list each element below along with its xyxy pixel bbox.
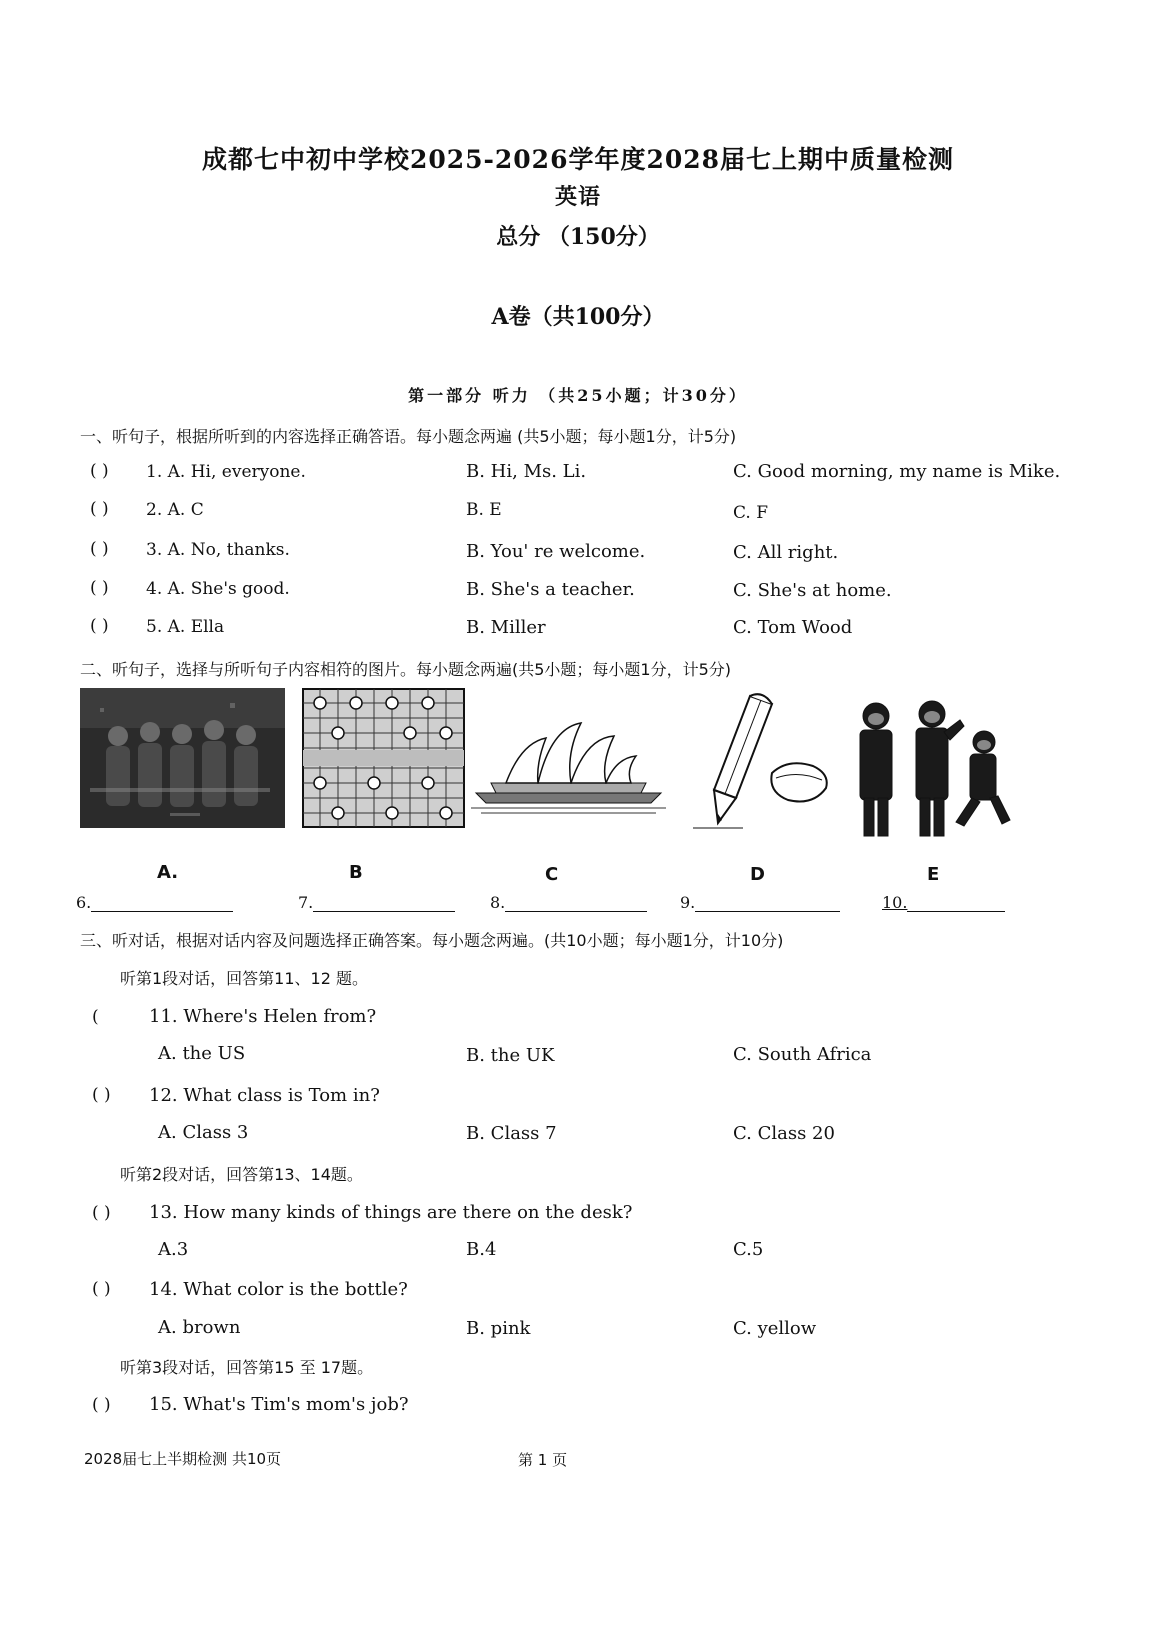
section1-title: 一、听句子，根据所听到的内容选择正确答语。每小题念两遍 (共5小题；每小题1分，计5分)	[80, 427, 737, 446]
question-14: 14. What color is the bottle?	[149, 1279, 408, 1300]
dialog2-instruction: 听第2段对话，回答第13、14题。	[120, 1165, 363, 1184]
option-a: A. brown	[158, 1317, 241, 1338]
option-c: C. Tom Wood	[733, 617, 853, 638]
question-4: 4. A. She's good.	[146, 579, 290, 599]
opera-house-image	[466, 708, 671, 818]
option-b: B. the UK	[466, 1045, 555, 1066]
answer-paren[interactable]: ( )	[90, 461, 109, 481]
answer-paren[interactable]: ( )	[90, 499, 109, 519]
option-b: B. She's a teacher.	[466, 579, 635, 600]
answer-blank-8[interactable]: 8.	[490, 893, 647, 912]
option-c: C. South Africa	[733, 1044, 872, 1065]
answer-paren[interactable]: ( )	[92, 1085, 111, 1105]
option-c: C. All right.	[733, 542, 839, 563]
answer-blank-6[interactable]: 6.	[76, 893, 233, 912]
dialog1-instruction: 听第1段对话，回答第11、12 题。	[120, 969, 368, 988]
paper-a-heading: A卷（共100分）	[491, 304, 665, 330]
option-b: B. pink	[466, 1318, 531, 1339]
answer-blank-10[interactable]: 10.	[882, 893, 1005, 912]
option-c: C. She's at home.	[733, 580, 892, 601]
question-3: 3. A. No, thanks.	[146, 540, 290, 560]
picture-label-b: B	[349, 862, 363, 883]
question-11: 11. Where's Helen from?	[149, 1006, 377, 1027]
option-b: B. E	[466, 500, 502, 520]
footer-exam-info: 2028届七上半期检测 共10页	[84, 1450, 282, 1468]
question-5: 5. A. Ella	[146, 617, 225, 637]
answer-paren[interactable]: ( )	[90, 539, 109, 559]
section3-title: 三、听对话，根据对话内容及问题选择正确答案。每小题念两遍。(共10小题；每小题1分，计10分)	[80, 931, 784, 950]
option-c: C.5	[733, 1239, 764, 1260]
option-b: B. Hi, Ms. Li.	[466, 461, 587, 482]
option-b: B. You' re welcome.	[466, 541, 646, 562]
chess-board-image	[302, 688, 465, 828]
part1-heading: 第一部分 听力 （共25小题；计30分）	[408, 386, 748, 405]
group-photo-image	[80, 688, 285, 828]
option-c: C. F	[733, 503, 769, 523]
soldiers-image	[852, 698, 1012, 840]
answer-paren[interactable]: ( )	[90, 578, 109, 598]
answer-paren[interactable]: ( )	[92, 1395, 111, 1415]
option-a: A. Class 3	[158, 1122, 249, 1143]
question-13: 13. How many kinds of things are there on the desk?	[149, 1202, 633, 1223]
answer-paren[interactable]: (	[92, 1007, 99, 1027]
answer-paren[interactable]: ( )	[92, 1203, 111, 1223]
option-b: B. Class 7	[466, 1123, 557, 1144]
question-15: 15. What's Tim's mom's job?	[149, 1394, 409, 1415]
option-b: B.4	[466, 1239, 497, 1260]
subject-title: 英语	[554, 184, 601, 210]
pencil-eraser-image	[688, 688, 838, 833]
picture-label-e: E	[927, 864, 940, 885]
option-c: C. Good morning, my name is Mike.	[733, 461, 1061, 482]
picture-label-a: A.	[157, 862, 179, 883]
answer-blank-9[interactable]: 9.	[680, 893, 840, 912]
question-1: 1. A. Hi, everyone.	[146, 462, 306, 482]
total-score: 总分 （150分）	[496, 224, 660, 250]
answer-paren[interactable]: ( )	[92, 1279, 111, 1299]
question-2: 2. A. C	[146, 500, 204, 520]
section2-title: 二、听句子，选择与所听句子内容相符的图片。每小题念两遍(共5小题；每小题1分，计5分)	[80, 660, 732, 679]
option-a: A.3	[158, 1239, 189, 1260]
picture-label-c: C	[545, 864, 559, 885]
answer-paren[interactable]: ( )	[90, 616, 109, 636]
option-b: B. Miller	[466, 617, 546, 638]
option-a: A. the US	[158, 1043, 246, 1064]
answer-blank-7[interactable]: 7.	[298, 893, 455, 912]
option-c: C. yellow	[733, 1318, 817, 1339]
dialog3-instruction: 听第3段对话，回答第15 至 17题。	[120, 1358, 374, 1377]
exam-title: 成都七中初中学校2025-2026学年度2028届七上期中质量检测	[201, 145, 955, 174]
picture-label-d: D	[750, 864, 765, 885]
page-number: 第 1 页	[518, 1451, 568, 1469]
question-12: 12. What class is Tom in?	[149, 1085, 380, 1106]
option-c: C. Class 20	[733, 1123, 835, 1144]
